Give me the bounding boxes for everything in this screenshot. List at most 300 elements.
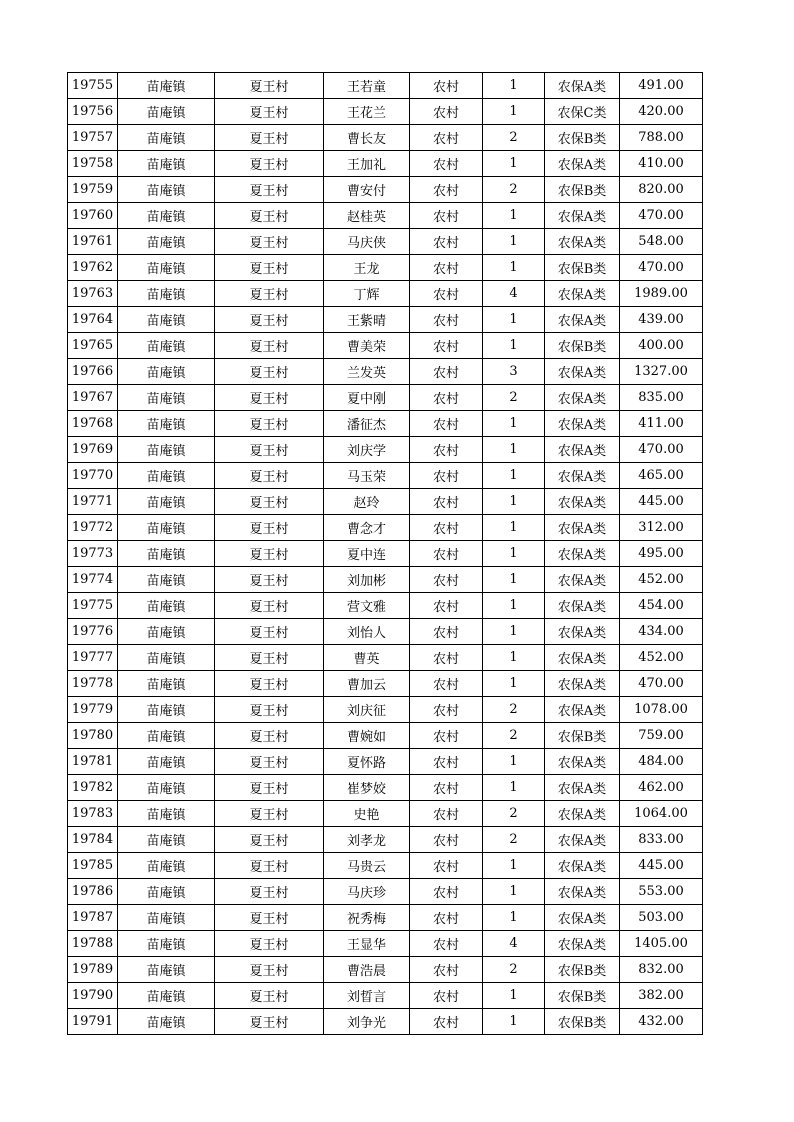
- village-cell: 夏王村: [215, 255, 324, 281]
- village-cell: 夏王村: [215, 281, 324, 307]
- name-cell: 赵玲: [324, 489, 410, 515]
- residence-type-cell: 农村: [410, 983, 483, 1009]
- amount-cell: 1989.00: [620, 281, 703, 307]
- residence-type-cell: 农村: [410, 489, 483, 515]
- table-row: [68, 229, 703, 255]
- town-cell: 苗庵镇: [118, 99, 215, 125]
- amount-cell: 833.00: [620, 827, 703, 853]
- amount-cell: 434.00: [620, 619, 703, 645]
- table-row: [68, 151, 703, 177]
- town-cell: 苗庵镇: [118, 385, 215, 411]
- residence-type-cell: 农村: [410, 749, 483, 775]
- record-id-cell: 19768: [68, 411, 118, 437]
- household-count-cell: 1: [483, 333, 545, 359]
- name-cell: 刘晢言: [324, 983, 410, 1009]
- residence-type-cell: 农村: [410, 567, 483, 593]
- table-row: [68, 905, 703, 931]
- household-count-cell: 1: [483, 463, 545, 489]
- household-count-cell: 1: [483, 489, 545, 515]
- amount-cell: 410.00: [620, 151, 703, 177]
- village-cell: 夏王村: [215, 385, 324, 411]
- insurance-category-cell: 农保A类: [545, 385, 620, 411]
- name-cell: 王紫晴: [324, 307, 410, 333]
- village-cell: 夏王村: [215, 99, 324, 125]
- household-count-cell: 2: [483, 723, 545, 749]
- table-row: [68, 359, 703, 385]
- residence-type-cell: 农村: [410, 931, 483, 957]
- town-cell: 苗庵镇: [118, 983, 215, 1009]
- record-id-cell: 19788: [68, 931, 118, 957]
- household-count-cell: 1: [483, 255, 545, 281]
- residence-type-cell: 农村: [410, 333, 483, 359]
- name-cell: 刘庆征: [324, 697, 410, 723]
- household-count-cell: 1: [483, 73, 545, 99]
- household-count-cell: 1: [483, 645, 545, 671]
- name-cell: 曹念才: [324, 515, 410, 541]
- town-cell: 苗庵镇: [118, 853, 215, 879]
- insurance-category-cell: 农保A类: [545, 489, 620, 515]
- residence-type-cell: 农村: [410, 281, 483, 307]
- town-cell: 苗庵镇: [118, 697, 215, 723]
- amount-cell: 470.00: [620, 437, 703, 463]
- record-id-cell: 19785: [68, 853, 118, 879]
- table-row: [68, 671, 703, 697]
- insurance-category-cell: 农保A类: [545, 775, 620, 801]
- record-id-cell: 19774: [68, 567, 118, 593]
- table-row: [68, 931, 703, 957]
- record-id-cell: 19780: [68, 723, 118, 749]
- insurance-category-cell: 农保A类: [545, 619, 620, 645]
- name-cell: 夏中连: [324, 541, 410, 567]
- household-count-cell: 1: [483, 853, 545, 879]
- table-row: [68, 177, 703, 203]
- amount-cell: 312.00: [620, 515, 703, 541]
- table-row: [68, 827, 703, 853]
- name-cell: 刘庆学: [324, 437, 410, 463]
- residence-type-cell: 农村: [410, 307, 483, 333]
- amount-cell: 432.00: [620, 1009, 703, 1035]
- village-cell: 夏王村: [215, 775, 324, 801]
- village-cell: 夏王村: [215, 801, 324, 827]
- insurance-category-cell: 农保A类: [545, 73, 620, 99]
- record-id-cell: 19789: [68, 957, 118, 983]
- residence-type-cell: 农村: [410, 515, 483, 541]
- insurance-category-cell: 农保C类: [545, 99, 620, 125]
- table-row: [68, 437, 703, 463]
- village-cell: 夏王村: [215, 437, 324, 463]
- insurance-category-cell: 农保A类: [545, 879, 620, 905]
- record-id-cell: 19770: [68, 463, 118, 489]
- name-cell: 营文雅: [324, 593, 410, 619]
- record-id-cell: 19782: [68, 775, 118, 801]
- village-cell: 夏王村: [215, 879, 324, 905]
- insurance-category-cell: 农保B类: [545, 983, 620, 1009]
- village-cell: 夏王村: [215, 333, 324, 359]
- residence-type-cell: 农村: [410, 723, 483, 749]
- insurance-category-cell: 农保A类: [545, 645, 620, 671]
- residence-type-cell: 农村: [410, 99, 483, 125]
- town-cell: 苗庵镇: [118, 723, 215, 749]
- insurance-category-cell: 农保A类: [545, 593, 620, 619]
- record-id-cell: 19766: [68, 359, 118, 385]
- amount-cell: 553.00: [620, 879, 703, 905]
- insurance-category-cell: 农保B类: [545, 957, 620, 983]
- name-cell: 王显华: [324, 931, 410, 957]
- insurance-category-cell: 农保A类: [545, 437, 620, 463]
- residence-type-cell: 农村: [410, 255, 483, 281]
- record-id-cell: 19786: [68, 879, 118, 905]
- record-id-cell: 19760: [68, 203, 118, 229]
- name-cell: 曹加云: [324, 671, 410, 697]
- town-cell: 苗庵镇: [118, 177, 215, 203]
- amount-cell: 400.00: [620, 333, 703, 359]
- name-cell: 赵桂英: [324, 203, 410, 229]
- record-id-cell: 19787: [68, 905, 118, 931]
- record-id-cell: 19791: [68, 1009, 118, 1035]
- table-row: [68, 567, 703, 593]
- residence-type-cell: 农村: [410, 853, 483, 879]
- village-cell: 夏王村: [215, 983, 324, 1009]
- table-row: [68, 307, 703, 333]
- insurance-category-cell: 农保A类: [545, 931, 620, 957]
- name-cell: 曹浩晨: [324, 957, 410, 983]
- table-row: [68, 99, 703, 125]
- record-id-cell: 19771: [68, 489, 118, 515]
- name-cell: 崔梦姣: [324, 775, 410, 801]
- name-cell: 曹安付: [324, 177, 410, 203]
- table-row: [68, 73, 703, 99]
- household-count-cell: 2: [483, 957, 545, 983]
- table-row: [68, 281, 703, 307]
- household-count-cell: 2: [483, 827, 545, 853]
- household-count-cell: 1: [483, 1009, 545, 1035]
- insurance-category-cell: 农保A类: [545, 697, 620, 723]
- table-body: [68, 73, 703, 1035]
- residence-type-cell: 农村: [410, 645, 483, 671]
- amount-cell: 445.00: [620, 853, 703, 879]
- village-cell: 夏王村: [215, 697, 324, 723]
- name-cell: 王加礼: [324, 151, 410, 177]
- village-cell: 夏王村: [215, 541, 324, 567]
- amount-cell: 465.00: [620, 463, 703, 489]
- insurance-category-cell: 农保B类: [545, 255, 620, 281]
- village-cell: 夏王村: [215, 749, 324, 775]
- village-cell: 夏王村: [215, 203, 324, 229]
- residence-type-cell: 农村: [410, 463, 483, 489]
- record-id-cell: 19761: [68, 229, 118, 255]
- town-cell: 苗庵镇: [118, 645, 215, 671]
- household-count-cell: 1: [483, 983, 545, 1009]
- household-count-cell: 3: [483, 359, 545, 385]
- residence-type-cell: 农村: [410, 541, 483, 567]
- name-cell: 马庆珍: [324, 879, 410, 905]
- residence-type-cell: 农村: [410, 411, 483, 437]
- insurance-category-cell: 农保A类: [545, 307, 620, 333]
- village-cell: 夏王村: [215, 671, 324, 697]
- amount-cell: 411.00: [620, 411, 703, 437]
- town-cell: 苗庵镇: [118, 203, 215, 229]
- town-cell: 苗庵镇: [118, 931, 215, 957]
- table-row: [68, 1009, 703, 1035]
- town-cell: 苗庵镇: [118, 281, 215, 307]
- insurance-category-cell: 农保A类: [545, 281, 620, 307]
- village-cell: 夏王村: [215, 73, 324, 99]
- amount-cell: 420.00: [620, 99, 703, 125]
- town-cell: 苗庵镇: [118, 827, 215, 853]
- name-cell: 刘加彬: [324, 567, 410, 593]
- name-cell: 夏中刚: [324, 385, 410, 411]
- name-cell: 刘孝龙: [324, 827, 410, 853]
- amount-cell: 470.00: [620, 671, 703, 697]
- residence-type-cell: 农村: [410, 73, 483, 99]
- town-cell: 苗庵镇: [118, 229, 215, 255]
- table-row: [68, 853, 703, 879]
- table-row: [68, 489, 703, 515]
- table-row: [68, 723, 703, 749]
- table-row: [68, 879, 703, 905]
- name-cell: 祝秀梅: [324, 905, 410, 931]
- household-count-cell: 1: [483, 99, 545, 125]
- table-row: [68, 593, 703, 619]
- record-id-cell: 19769: [68, 437, 118, 463]
- town-cell: 苗庵镇: [118, 73, 215, 99]
- town-cell: 苗庵镇: [118, 1009, 215, 1035]
- table-row: [68, 957, 703, 983]
- town-cell: 苗庵镇: [118, 567, 215, 593]
- town-cell: 苗庵镇: [118, 489, 215, 515]
- insurance-category-cell: 农保A类: [545, 827, 620, 853]
- name-cell: 曹英: [324, 645, 410, 671]
- town-cell: 苗庵镇: [118, 671, 215, 697]
- table-row: [68, 749, 703, 775]
- name-cell: 马庆侠: [324, 229, 410, 255]
- town-cell: 苗庵镇: [118, 411, 215, 437]
- household-count-cell: 1: [483, 411, 545, 437]
- table-row: [68, 775, 703, 801]
- village-cell: 夏王村: [215, 619, 324, 645]
- insurance-category-cell: 农保B类: [545, 723, 620, 749]
- record-id-cell: 19756: [68, 99, 118, 125]
- record-id-cell: 19773: [68, 541, 118, 567]
- residence-type-cell: 农村: [410, 879, 483, 905]
- insurance-category-cell: 农保A类: [545, 463, 620, 489]
- table-row: [68, 385, 703, 411]
- table-row: [68, 333, 703, 359]
- insurance-category-cell: 农保B类: [545, 177, 620, 203]
- household-count-cell: 1: [483, 541, 545, 567]
- name-cell: 马玉荣: [324, 463, 410, 489]
- town-cell: 苗庵镇: [118, 749, 215, 775]
- residence-type-cell: 农村: [410, 671, 483, 697]
- name-cell: 王若童: [324, 73, 410, 99]
- household-count-cell: 1: [483, 307, 545, 333]
- record-id-cell: 19783: [68, 801, 118, 827]
- record-id-cell: 19775: [68, 593, 118, 619]
- residence-type-cell: 农村: [410, 775, 483, 801]
- town-cell: 苗庵镇: [118, 593, 215, 619]
- residence-type-cell: 农村: [410, 1009, 483, 1035]
- village-cell: 夏王村: [215, 1009, 324, 1035]
- village-cell: 夏王村: [215, 229, 324, 255]
- amount-cell: 491.00: [620, 73, 703, 99]
- town-cell: 苗庵镇: [118, 957, 215, 983]
- residence-type-cell: 农村: [410, 593, 483, 619]
- village-cell: 夏王村: [215, 957, 324, 983]
- town-cell: 苗庵镇: [118, 125, 215, 151]
- name-cell: 刘怡人: [324, 619, 410, 645]
- household-count-cell: 1: [483, 437, 545, 463]
- insurance-category-cell: 农保A类: [545, 411, 620, 437]
- town-cell: 苗庵镇: [118, 879, 215, 905]
- name-cell: 丁辉: [324, 281, 410, 307]
- name-cell: 兰发英: [324, 359, 410, 385]
- record-id-cell: 19762: [68, 255, 118, 281]
- amount-cell: 495.00: [620, 541, 703, 567]
- household-count-cell: 4: [483, 281, 545, 307]
- amount-cell: 445.00: [620, 489, 703, 515]
- household-count-cell: 4: [483, 931, 545, 957]
- town-cell: 苗庵镇: [118, 775, 215, 801]
- amount-cell: 1405.00: [620, 931, 703, 957]
- town-cell: 苗庵镇: [118, 541, 215, 567]
- household-count-cell: 1: [483, 775, 545, 801]
- village-cell: 夏王村: [215, 645, 324, 671]
- amount-cell: 832.00: [620, 957, 703, 983]
- amount-cell: 835.00: [620, 385, 703, 411]
- residence-type-cell: 农村: [410, 151, 483, 177]
- insurance-category-cell: 农保A类: [545, 359, 620, 385]
- insurance-category-cell: 农保A类: [545, 203, 620, 229]
- table-row: [68, 619, 703, 645]
- town-cell: 苗庵镇: [118, 801, 215, 827]
- residence-type-cell: 农村: [410, 905, 483, 931]
- household-count-cell: 2: [483, 697, 545, 723]
- name-cell: 马贵云: [324, 853, 410, 879]
- household-count-cell: 2: [483, 385, 545, 411]
- household-count-cell: 1: [483, 567, 545, 593]
- record-id-cell: 19779: [68, 697, 118, 723]
- records-table: [67, 72, 703, 1035]
- table-row: [68, 515, 703, 541]
- amount-cell: 503.00: [620, 905, 703, 931]
- town-cell: 苗庵镇: [118, 359, 215, 385]
- household-count-cell: 1: [483, 151, 545, 177]
- household-count-cell: 2: [483, 177, 545, 203]
- table-row: [68, 411, 703, 437]
- village-cell: 夏王村: [215, 853, 324, 879]
- village-cell: 夏王村: [215, 463, 324, 489]
- insurance-category-cell: 农保A类: [545, 515, 620, 541]
- residence-type-cell: 农村: [410, 203, 483, 229]
- table-row: [68, 801, 703, 827]
- record-id-cell: 19757: [68, 125, 118, 151]
- amount-cell: 548.00: [620, 229, 703, 255]
- name-cell: 刘争光: [324, 1009, 410, 1035]
- table-row: [68, 541, 703, 567]
- insurance-category-cell: 农保A类: [545, 749, 620, 775]
- record-id-cell: 19777: [68, 645, 118, 671]
- town-cell: 苗庵镇: [118, 515, 215, 541]
- village-cell: 夏王村: [215, 827, 324, 853]
- record-id-cell: 19755: [68, 73, 118, 99]
- insurance-category-cell: 农保B类: [545, 125, 620, 151]
- village-cell: 夏王村: [215, 359, 324, 385]
- household-count-cell: 2: [483, 801, 545, 827]
- household-count-cell: 1: [483, 749, 545, 775]
- record-id-cell: 19776: [68, 619, 118, 645]
- name-cell: 曹美荣: [324, 333, 410, 359]
- residence-type-cell: 农村: [410, 437, 483, 463]
- village-cell: 夏王村: [215, 931, 324, 957]
- residence-type-cell: 农村: [410, 177, 483, 203]
- insurance-category-cell: 农保A类: [545, 229, 620, 255]
- residence-type-cell: 农村: [410, 697, 483, 723]
- residence-type-cell: 农村: [410, 957, 483, 983]
- name-cell: 潘征杰: [324, 411, 410, 437]
- insurance-category-cell: 农保B类: [545, 333, 620, 359]
- record-id-cell: 19784: [68, 827, 118, 853]
- village-cell: 夏王村: [215, 905, 324, 931]
- name-cell: 曹婉如: [324, 723, 410, 749]
- insurance-category-cell: 农保A类: [545, 853, 620, 879]
- name-cell: 王龙: [324, 255, 410, 281]
- amount-cell: 1064.00: [620, 801, 703, 827]
- insurance-category-cell: 农保A类: [545, 541, 620, 567]
- record-id-cell: 19781: [68, 749, 118, 775]
- village-cell: 夏王村: [215, 515, 324, 541]
- table-row: [68, 983, 703, 1009]
- village-cell: 夏王村: [215, 177, 324, 203]
- record-id-cell: 19790: [68, 983, 118, 1009]
- name-cell: 史艳: [324, 801, 410, 827]
- amount-cell: 439.00: [620, 307, 703, 333]
- table-row: [68, 203, 703, 229]
- amount-cell: 454.00: [620, 593, 703, 619]
- insurance-category-cell: 农保A类: [545, 567, 620, 593]
- record-id-cell: 19764: [68, 307, 118, 333]
- residence-type-cell: 农村: [410, 385, 483, 411]
- village-cell: 夏王村: [215, 593, 324, 619]
- village-cell: 夏王村: [215, 151, 324, 177]
- residence-type-cell: 农村: [410, 801, 483, 827]
- household-count-cell: 1: [483, 905, 545, 931]
- amount-cell: 470.00: [620, 203, 703, 229]
- residence-type-cell: 农村: [410, 359, 483, 385]
- village-cell: 夏王村: [215, 489, 324, 515]
- village-cell: 夏王村: [215, 307, 324, 333]
- household-count-cell: 1: [483, 879, 545, 905]
- name-cell: 曹长友: [324, 125, 410, 151]
- insurance-category-cell: 农保A类: [545, 671, 620, 697]
- household-count-cell: 1: [483, 229, 545, 255]
- record-id-cell: 19765: [68, 333, 118, 359]
- record-id-cell: 19759: [68, 177, 118, 203]
- residence-type-cell: 农村: [410, 619, 483, 645]
- town-cell: 苗庵镇: [118, 151, 215, 177]
- amount-cell: 462.00: [620, 775, 703, 801]
- record-id-cell: 19778: [68, 671, 118, 697]
- record-id-cell: 19763: [68, 281, 118, 307]
- residence-type-cell: 农村: [410, 125, 483, 151]
- village-cell: 夏王村: [215, 723, 324, 749]
- insurance-category-cell: 农保A类: [545, 801, 620, 827]
- table-row: [68, 645, 703, 671]
- record-id-cell: 19772: [68, 515, 118, 541]
- table-row: [68, 125, 703, 151]
- town-cell: 苗庵镇: [118, 437, 215, 463]
- village-cell: 夏王村: [215, 567, 324, 593]
- insurance-category-cell: 农保A类: [545, 905, 620, 931]
